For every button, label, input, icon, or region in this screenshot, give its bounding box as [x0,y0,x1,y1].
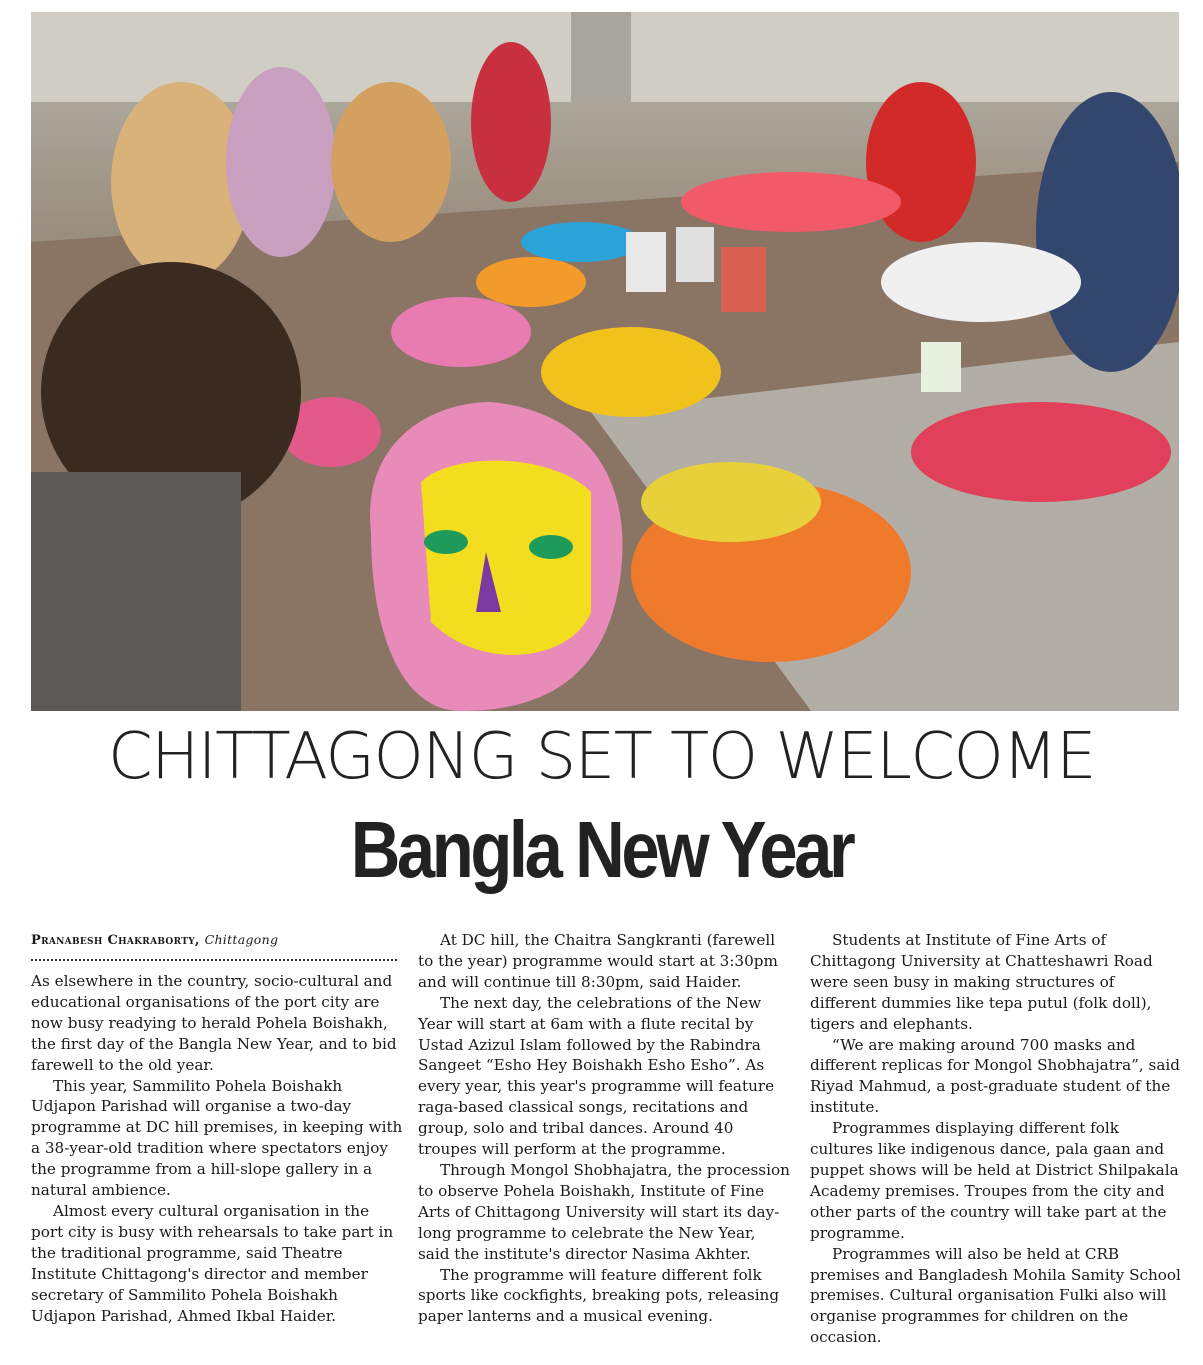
headline-kicker: CHITTAGONG SET TO WELCOME [107,720,1096,794]
paragraph: Programmes displaying different folk cultures like indigenous dance, pala gaan and puppet shows will be held at District Shilpakala Academy premises. Troupes from the city and other parts of the country will take part at the programme. [810,1119,1179,1242]
paragraph: Through Mongol Shobhajatra, the procession to observe Pohela Boishakh, Institute of Fine Arts of Chittagong University will start its day-long programme to celebrate the New Year, said the institute's director Nasima Akhter. [418,1160,790,1263]
article-column-2 [418,930,790,1327]
paragraph: Students at Institute of Fine Arts of Chittagong University at Chatteshawri Road were seen busy in making structures of different dummies like tepa putul (folk doll), tigers and elephants. [810,931,1153,1033]
paragraph: As elsewhere in the country, socio-cultural and educational organisations of the port city are now busy readying to herald Pohela Boishakh, the first day of the Bangla New Year, and to bid farewell to the old year. [31,972,397,1074]
paragraph: Programmes will also be held at CRB premises and Bangladesh Mohila Samity School premises. Cultural organisation Fulki also will organise programmes for children on the occasion. [810,1244,1181,1347]
paragraph: The next day, the celebrations of the New Year will start at 6am with a flute recital by Ustad Azizul Islam followed by the Rabindra Sangeet “Esho Hey Boishakh Esho Esho”. As every year, this year's programme will feature raga-based classical songs, recitations and group, solo and tribal dances. Around 40 troupes will perform at the programme. [418,993,775,1159]
paragraph: This year, Sammilito Pohela Boishakh Udjapon Parishad will organise a two-day programme at DC hill premises, in keeping with a 38-year-old tradition where spectators enjoy the programme from a hill-slope gallery in a natural ambience. [31,1076,403,1200]
article-column-1 [31,930,403,1326]
paragraph: “We are making around 700 masks and different replicas for Mongol Shobhajatra”, said Riyad Mahmud, a post-graduate student of the institute. [810,1035,1180,1117]
byline [31,930,403,951]
headline-main: Bangla New Year [350,805,853,894]
paragraph: Almost every cultural organisation in the port city is busy with rehearsals to take part in the traditional programme, said Theatre Institute Chittagong's director and member secretary of Sammilito Pohela Boishakh Udjapon Parishad, Ahmed Ikbal Haider. [31,1201,394,1325]
byline-location: Chittagong [204,932,279,947]
byline-author: Pranabesh Chakraborty, [31,933,200,948]
photo-illustration [31,12,1179,711]
byline-divider [31,959,397,961]
paragraph: The programme will feature different folk sports like cockfights, breaking pots, releasing paper lanterns and a musical evening. [418,1265,780,1326]
article-column-3 [810,930,1182,1348]
lead-photo-mask-painting [31,12,1179,711]
paragraph: At DC hill, the Chaitra Sangkranti (farewell to the year) programme would start at 3:30pm and will continue till 8:30pm, said Haider. [418,931,778,991]
